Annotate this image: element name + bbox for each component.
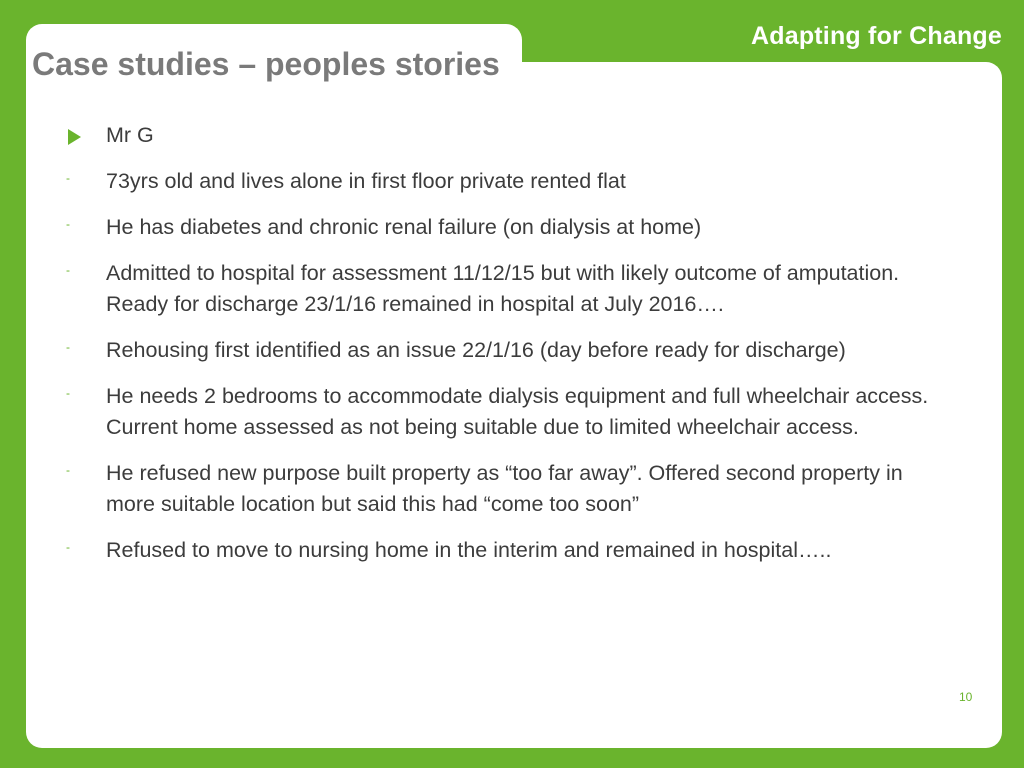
dash-bullet: - <box>66 263 70 277</box>
page-title: Case studies – peoples stories <box>32 46 500 82</box>
dash-bullet: - <box>66 340 70 354</box>
bullet-marker <box>66 212 106 243</box>
list-item <box>66 535 956 566</box>
bullet-marker <box>66 166 106 197</box>
brand-title: Adapting for Change <box>750 22 1002 50</box>
bullet-marker <box>66 458 106 489</box>
bullet-marker <box>66 335 106 366</box>
triangle-bullet-icon <box>68 129 81 145</box>
list-item-text: Mr G <box>106 123 154 147</box>
list-item <box>66 166 956 197</box>
bullet-marker <box>66 258 106 289</box>
dash-bullet: - <box>66 463 70 477</box>
list-item-text: 73yrs old and lives alone in first floor private rented flat <box>106 169 626 193</box>
list-item <box>66 458 956 520</box>
list-item-text: Refused to move to nursing home in the interim and remained in hospital….. <box>106 538 832 562</box>
bullet-marker <box>66 381 106 412</box>
content-list <box>66 120 956 581</box>
list-item <box>66 212 956 243</box>
dash-bullet: - <box>66 386 70 400</box>
dash-bullet: - <box>66 540 70 554</box>
list-item <box>66 258 956 320</box>
bullet-marker <box>66 535 106 566</box>
list-item <box>66 335 956 366</box>
list-item-text: Admitted to hospital for assessment 11/12/15 but with likely outcome of amputation. Ready for discharge 23/1/16 remained in hospital at July 2016…. <box>106 261 900 316</box>
list-item-text: He has diabetes and chronic renal failure (on dialysis at home) <box>106 215 702 239</box>
list-item-mr-g <box>66 120 956 151</box>
list-item-text: He needs 2 bedrooms to accommodate dialysis equipment and full wheelchair access. Current home assessed as not being suitable due to limited wheelchair access. <box>106 384 929 439</box>
list-item-text: Rehousing first identified as an issue 22/1/16 (day before ready for discharge) <box>106 338 846 362</box>
list-item-text: He refused new purpose built property as “too far away”. Offered second property in more suitable location but said this had “come too soon” <box>106 461 903 516</box>
list-item <box>66 381 956 443</box>
bullet-marker <box>66 120 106 151</box>
page-number: 10 <box>959 690 973 704</box>
dash-bullet: - <box>66 217 70 231</box>
dash-bullet: - <box>66 171 70 185</box>
